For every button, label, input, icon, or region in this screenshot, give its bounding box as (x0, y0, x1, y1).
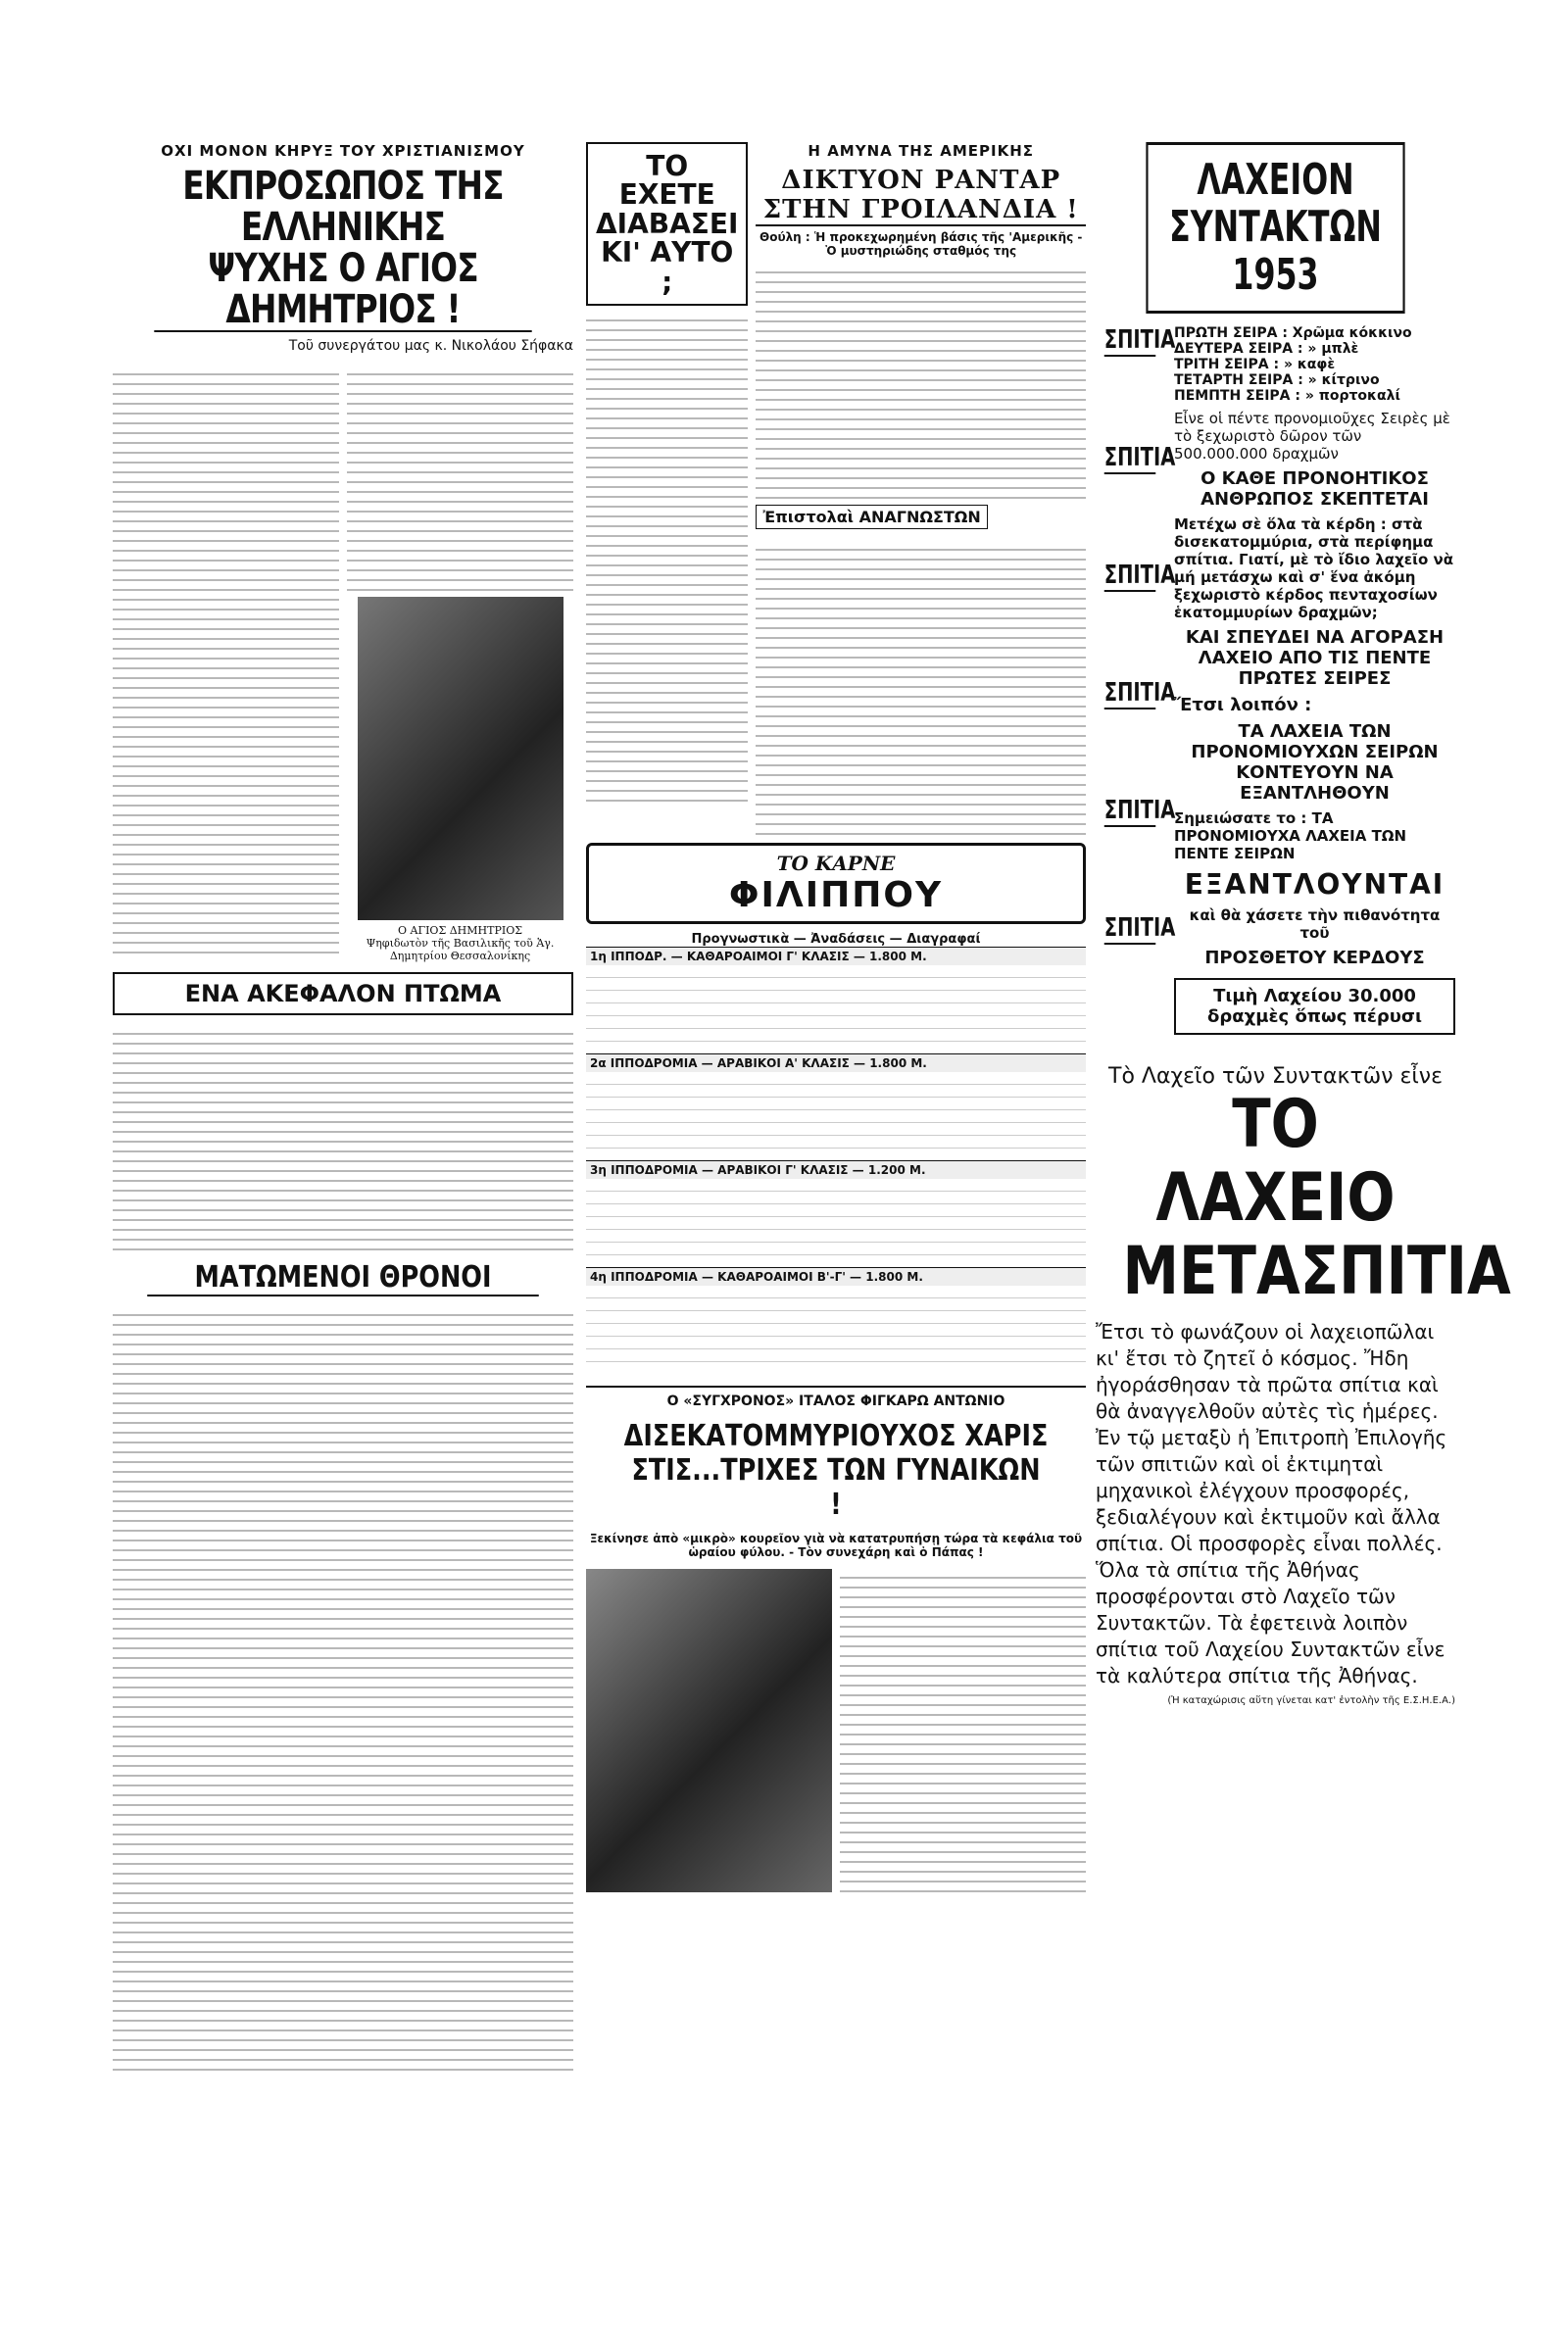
race-title: 1η ΙΠΠΟΔΡ. — ΚΑΘΑΡΟΑΙΜΟΙ Γ' ΚΛΑΣΙΣ — 1.800 Μ. (586, 947, 1086, 965)
photo-caption-detail: Ψηφιδωτὸν τῆς Βασιλικῆς τοῦ Ἁγ. Δημητρίου Θεσσαλονίκης (366, 937, 555, 962)
exhaust-text: ΤΑ ΛΑΧΕΙΑ ΤΩΝ ΠΡΟΝΟΜΙΟΥΧΩΝ ΣΕΙΡΩΝ ΚΟΝΤΕΥΟΥΝ ΝΑ ΕΞΑΝΤΛΗΘΟΥΝ (1191, 721, 1439, 805)
thronoi-headline: ΜΑΤΩΜΕΝΟΙ ΘΡΟΝΟΙ (147, 1260, 539, 1296)
exantlountai-text: ΕΞΑΝΤΛΟΥΝΤΑΙ (1184, 868, 1446, 902)
article-text (113, 366, 339, 953)
spitia-label: ΣΠΙΤΙΑ (1103, 796, 1176, 826)
lottery-big-2: ΜΕΤΑΣΠΙΤΙΑ (1122, 1232, 1511, 1310)
byline: Τοῦ συνεργάτου μας κ. Νικολάου Σήφακα (288, 338, 573, 354)
figaro-subhead: Ξεκίνησε ἀπὸ «μικρὸ» κουρεῖον γιὰ νὰ κατατρυπήσῃ τώρα τὰ κεφάλια τοῦ ὡραίου φύλου. - Τὸν συνεχάρη καὶ ὁ Πάπας ! (589, 1532, 1083, 1559)
race-title: 3η ΙΠΠΟΔΡΟΜΙΑ — ΑΡΑΒΙΚΟΙ Γ' ΚΛΑΣΙΣ — 1.200 Μ. (586, 1160, 1086, 1179)
figaro-headline-1: ΔΙΣΕΚΑΤΟΜΜΥΡΙΟΥΧΟΣ ΧΑΡΙΣ (623, 1419, 1049, 1453)
left-column (113, 142, 573, 2071)
lottery-text (1174, 325, 1455, 1045)
read-this-title: ΤΟ ΕΧΕΤΕ ΔΙΑΒΑΣΕΙ ΚΙ' ΑΥΤΟ ; (596, 150, 739, 298)
extra-profit-text: ΠΡΟΣΘΕΤΟΥ ΚΕΡΔΟΥΣ (1204, 948, 1425, 969)
article-text (113, 1025, 573, 1250)
spitia-column (1096, 325, 1176, 1045)
lottery-body-text: Ἔτσι τὸ φωνάζουν οἱ λαχειοπῶλαι κι' ἔτσι τὸ ζητεῖ ὁ κόσμος. Ἤδη ἠγοράσθησαν τὰ πρῶτα σπίτια καὶ θὰ ἀναγγελθοῦν αὐτὲς τὶς ἡμέρες. Ἐν τῷ μεταξὺ ἡ Ἐπιτροπὴ Ἐπιλογῆς τῶν σπιτιῶν καὶ οἱ ἐκτιμηταὶ μηχανικοὶ ἐλέγχουν προσφορές, ξεδιαλέγουν καὶ ἐκτιμοῦν καὶ ἄλλα σπίτια. Οἱ προσφορὲς εἶναι πολλές. Ὅλα τὰ σπίτια τῆς Ἀθήνας προσφέρονται στὸ Λαχεῖο τῶν Συντακτῶν. Τὰ ἐφετεινὰ λοιπὸν σπίτια τοῦ Λαχείου Συντακτῶν εἶνε τὰ καλύτερα σπίτια τῆς Ἀθήνας. (1096, 1319, 1447, 1687)
lose-text: καὶ θὰ χάσετε τὴν πιθανότητα τοῦ (1189, 906, 1441, 943)
lottery-main (1096, 325, 1455, 1045)
figaro-photo (586, 1569, 832, 1892)
hurry-text: ΚΑΙ ΣΠΕΥΔΕΙ ΝΑ ΑΓΟΡΑΣΗ ΛΑΧΕΙΟ ΑΠΟ ΤΙΣ ΠΕΝΤΕ ΠΡΩΤΕΣ ΣΕΙΡΕΣ (1185, 627, 1445, 690)
akefalon-headline: ΕΝΑ ΑΚΕΦΑΛΟΝ ΠΤΩΜΑ (113, 972, 573, 1015)
series-line: ΤΡΙΤΗ ΣΕΙΡΑ : » καφὲ (1174, 357, 1336, 373)
america-subhead: Θούλη : Ἡ προκεχωρημένη βάσις τῆς 'Αμερικῆς - Ὁ μυστηριώδης σταθμός της (760, 230, 1083, 258)
note-text: Σημειώσατε το : ΤΑ ΠΡΟΝΟΜΙΟΥΧΑ ΛΑΧΕΙΑ ΤΩΝ ΠΕΝΤΕ ΣΕΙΡΩΝ (1174, 809, 1407, 863)
lottery-title: ΛΑΧΕΙΟΝ ΣΥΝΤΑΚΤΩΝ 1953 (1146, 142, 1404, 314)
america-kicker: Η ΑΜΥΝΑ ΤΗΣ ΑΜΕΡΙΚΗΣ (808, 142, 1035, 160)
spitia-label: ΣΠΙΤΙΑ (1103, 443, 1176, 473)
spitia-label: ΣΠΙΤΙΑ (1103, 678, 1176, 709)
series-line: ΔΕΥΤΕΡΑ ΣΕΙΡΑ : » μπλὲ (1174, 341, 1359, 358)
karne-logo (586, 843, 1086, 924)
photo-caption: Ο ΑΓΙΟΣ ΔΗΜΗΤΡΙΟΣ (398, 924, 522, 937)
article-text (756, 541, 1086, 835)
race-table (586, 947, 1086, 1374)
race-title: 2α ΙΠΠΟΔΡΟΜΙΑ — ΑΡΑΒΙΚΟΙ Α' ΚΛΑΣΙΣ — 1.800 Μ. (586, 1053, 1086, 1072)
spitia-label: ΣΠΙΤΙΑ (1103, 325, 1176, 356)
read-this-box (586, 142, 748, 306)
race-rows (586, 1286, 1086, 1374)
race-title: 4η ΙΠΠΟΔΡΟΜΙΑ — ΚΑΘΑΡΟΑΙΜΟΙ Β'-Γ' — 1.800 Μ. (586, 1267, 1086, 1286)
article-headline (154, 166, 531, 332)
five-series-text: Εἶνε οἱ πέντε προνομιοῦχες Σειρὲς μὲ τὸ ξεχωριστὸ δῶρον τῶν 500.000.000 δραχμῶν (1174, 410, 1450, 464)
middle-column (586, 142, 1086, 1892)
series-line: ΠΕΜΠΤΗ ΣΕΙΡΑ : » πορτοκαλί (1174, 388, 1400, 405)
so-text: Ἔτσι λοιπόν : (1174, 695, 1312, 716)
america-headline (756, 166, 1086, 226)
logo-bottom: ΦΙΛΙΠΠΟΥ (728, 875, 944, 915)
lottery-big-1: ΤΟ ΛΑΧΕΙΟ (1155, 1086, 1396, 1237)
price-box: Τιμὴ Λαχείου 30.000 δραχμὲς ὅπως πέρυσι (1174, 978, 1455, 1035)
race-rows (586, 1072, 1086, 1160)
lottery-footnote: (Ἡ καταχώρισις αὕτη γίνεται κατ' ἐντολὴν τῆς Ε.Σ.Η.Ε.Α.) (1167, 1694, 1455, 1706)
article-body (113, 360, 573, 962)
spitia-label: ΣΠΙΤΙΑ (1103, 561, 1176, 591)
series-line: ΤΕΤΑΡΤΗ ΣΕΙΡΑ : » κίτρινο (1174, 372, 1380, 389)
race-rows (586, 965, 1086, 1053)
figaro-body (586, 1563, 1086, 1892)
race-rows (586, 1179, 1086, 1267)
america-headline-2: ΣΤΗΝ ΓΡΟΙΛΑΝΔΙΑ ! (762, 195, 1079, 224)
letters-heading: Ἐπιστολαὶ ΑΝΑΓΝΩΣΤΩΝ (756, 505, 987, 529)
article-text (840, 1569, 1086, 1892)
figaro-kicker: Ο «ΣΥΓΧΡΟΝΟΣ» ΙΤΑΛΟΣ ΦΙΓΚΑΡΩ ΑΝΤΩΝΙΟ (586, 1386, 1086, 1409)
article-kicker: ΟΧΙ ΜΟΝΟΝ ΚΗΡΥΞ ΤΟΥ ΧΡΙΣΤΙΑΝΙΣΜΟΥ (161, 142, 525, 160)
article-text (347, 366, 573, 591)
every-person-text: Ο ΚΑΘΕ ΠΡΟΝΟΗΤΙΚΟΣ ΑΝΘΡΩΠΟΣ ΣΚΕΠΤΕΤΑΙ (1200, 468, 1429, 511)
headline-line-1: ΕΚΠΡΟΣΩΠΟΣ ΤΗΣ ΕΛΛΗΝΙΚΗΣ (182, 164, 504, 250)
logo-top: ΤΟ ΚΑΡΝΕ (776, 852, 896, 875)
share-text: Μετέχω σὲ ὅλα τὰ κέρδη : στὰ δισεκατομμύρια, στὰ περίφημα σπίτια. Γιατί, μὲ τὸ ἴδιο λαχεῖο νὰ μή μετάσχω καὶ σ' ἕνα ἀκόμη ξεχωριστὸ κέρδος πενταχοσίων ἑκατομμυρίων δραχμῶν; (1174, 515, 1454, 622)
figaro-headline (623, 1419, 1049, 1522)
headline-line-2: ΨΥΧΗΣ Ο ΑΓΙΟΣ ΔΗΜΗΤΡΙΟΣ ! (208, 246, 478, 332)
program-subhead: Προγνωστικὰ — Ἀναδάσεις — Διαγραφαί (691, 932, 981, 947)
lottery-ad (1096, 142, 1511, 1706)
lottery-subhead: Τὸ Λαχεῖο τῶν Συντακτῶν εἶνε (1108, 1064, 1443, 1090)
article-text (113, 1306, 573, 2071)
top-row (586, 142, 1086, 835)
spitia-label: ΣΠΙΤΙΑ (1103, 913, 1176, 944)
figaro-headline-2: ΣΤΙΣ...ΤΡΙΧΕΣ ΤΩΝ ΓΥΝΑΙΚΩΝ ! (631, 1453, 1041, 1522)
america-headline-1: ΔΙΚΤΥΟΝ ΡΑΝΤΑΡ (781, 166, 1061, 195)
article-text (756, 264, 1086, 499)
saint-photo (358, 597, 564, 920)
box-text (586, 312, 748, 802)
photo-column (347, 360, 573, 962)
series-line: ΠΡΩΤΗ ΣΕΙΡΑ : Χρῶμα κόκκινο (1174, 325, 1412, 342)
